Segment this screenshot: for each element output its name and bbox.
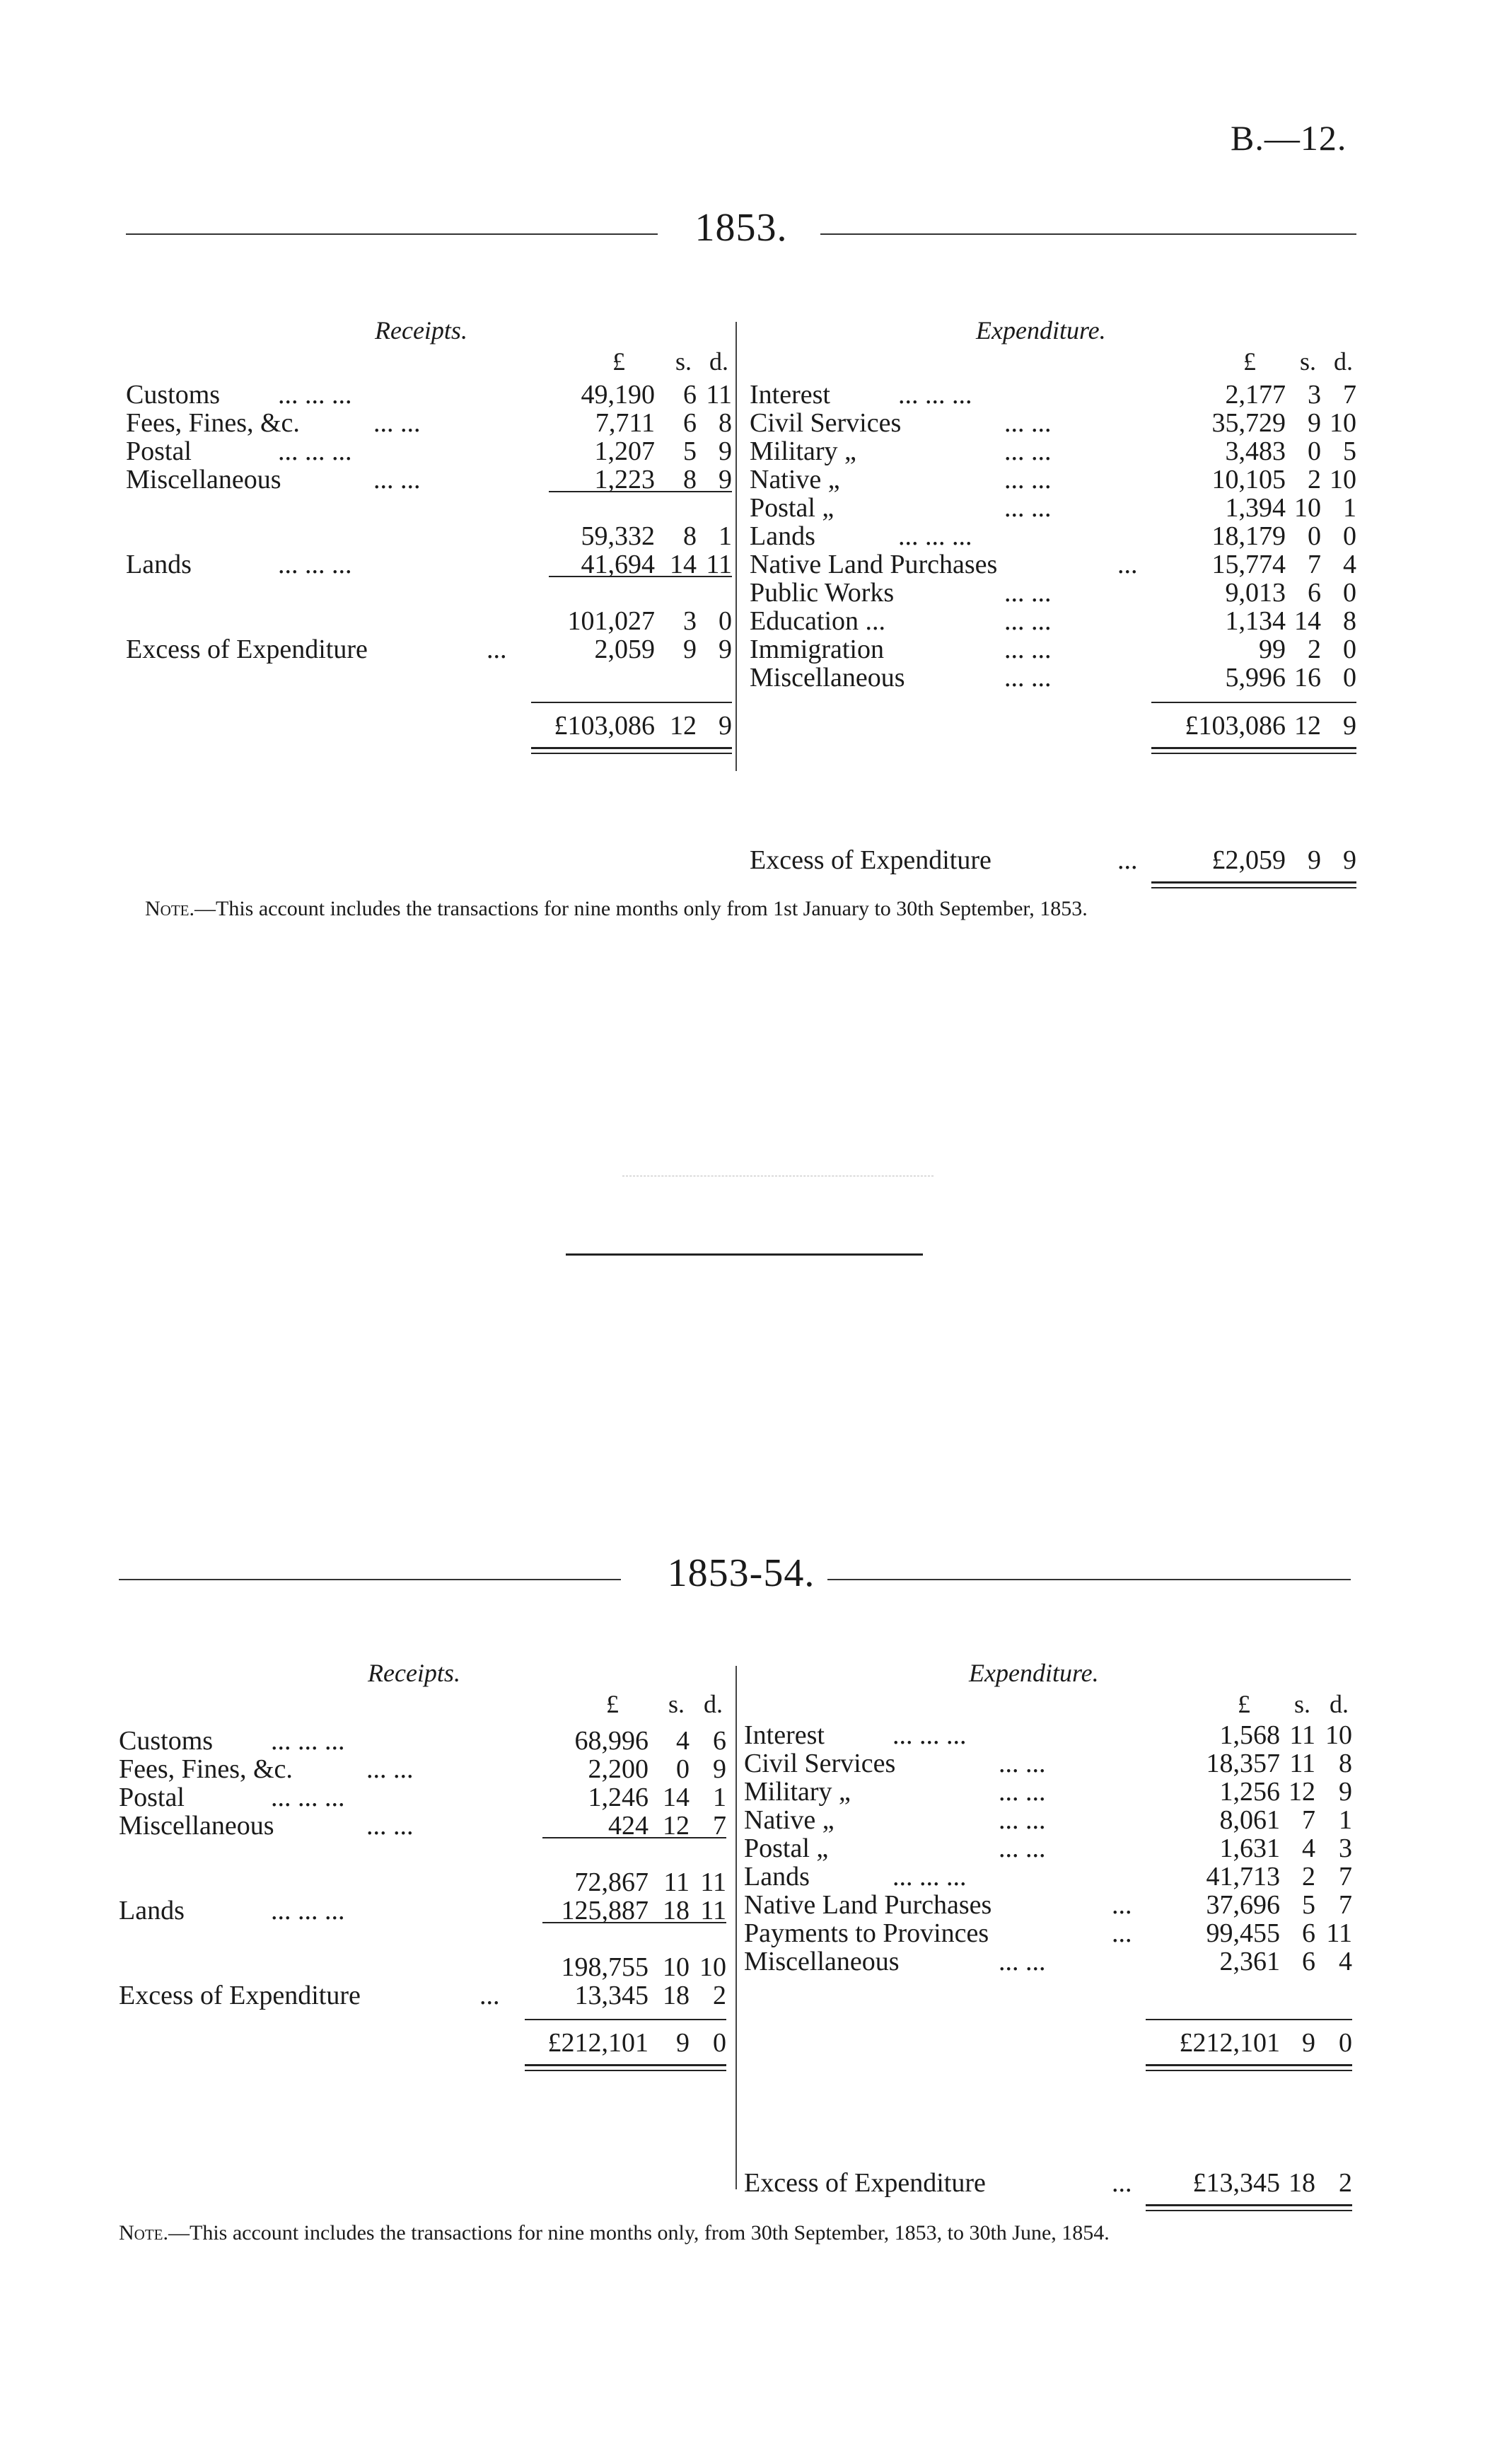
amount-shillings: 18 — [663, 1896, 690, 1925]
receipt-subtotal-row — [126, 522, 732, 550]
expenditure-row — [750, 664, 1356, 692]
amount-shillings: 12 — [663, 1811, 690, 1841]
row-label: Native „ — [750, 465, 840, 494]
row-leader-dots: ... ... — [1004, 408, 1052, 438]
amount-pence: 8 — [1343, 606, 1356, 636]
row-leader-dots: ... ... — [1004, 663, 1052, 693]
footnote — [119, 2221, 1110, 2245]
amount-shillings: 12 — [670, 711, 697, 741]
amount-pounds: 125,887 — [561, 1896, 649, 1925]
row-label: Excess of Expenditure — [750, 845, 991, 875]
row-label: Military „ — [744, 1777, 851, 1807]
amount-pence: 10 — [1325, 1720, 1352, 1750]
amount-shillings: 2 — [1308, 635, 1321, 664]
amount-shillings: 9 — [1308, 408, 1321, 438]
amount-pence: 0 — [713, 2028, 726, 2058]
receipt-subtotal-row — [119, 1868, 726, 1896]
amount-pounds: 49,190 — [581, 380, 655, 410]
expenditure-row — [750, 607, 1356, 635]
row-leader-dots: ... ... — [366, 1754, 414, 1784]
amount-pence: 1 — [1343, 493, 1356, 523]
footnote-lead: Note. — [145, 897, 194, 920]
row-label: Military „ — [750, 436, 856, 466]
row-label: Native Land Purchases — [744, 1890, 992, 1920]
amount-pence: 5 — [1343, 436, 1356, 466]
expenditure-heading: Expenditure. — [976, 316, 1106, 344]
amount-pence: 11 — [706, 550, 732, 579]
amount-pounds: 1,223 — [594, 465, 655, 494]
row-leader-dots: ... ... ... — [892, 1862, 967, 1892]
amount-pounds: £2,059 — [1211, 845, 1286, 875]
row-label: Lands — [119, 1896, 185, 1925]
receipt-row — [119, 1896, 726, 1925]
row-leader-dots: ... ... ... — [278, 550, 352, 579]
amount-pence: 0 — [1343, 663, 1356, 693]
amount-pounds: 1,394 — [1225, 493, 1286, 523]
amount-pounds: 8,061 — [1219, 1805, 1280, 1835]
exp-total-rule — [1146, 2019, 1352, 2020]
amount-pounds: 2,059 — [594, 635, 655, 664]
exp-total-double-rule-2 — [1151, 753, 1356, 754]
expenditure-row — [750, 465, 1356, 494]
amount-pounds: 2,177 — [1225, 380, 1286, 410]
amount-pounds: 35,729 — [1211, 408, 1286, 438]
receipt-subtotal-row — [119, 1953, 726, 1981]
amount-shillings: 14 — [663, 1783, 690, 1812]
excess-double-rule-2 — [1151, 887, 1356, 888]
amount-shillings: 9 — [676, 2028, 690, 2058]
receipts-heading: Receipts. — [368, 1659, 460, 1687]
unit-l-receipts: £ — [612, 347, 625, 376]
amount-pence: 9 — [1343, 711, 1356, 741]
amount-shillings: 6 — [683, 380, 697, 410]
row-label: Miscellaneous — [119, 1811, 274, 1841]
row-label: Postal — [119, 1783, 185, 1812]
amount-pounds: £212,101 — [547, 2028, 649, 2058]
receipt-row — [119, 1783, 726, 1812]
amount-pence: 9 — [1339, 1777, 1352, 1807]
amount-shillings: 0 — [1308, 521, 1321, 551]
expenditure-row — [744, 1947, 1352, 1976]
row-label: Lands — [744, 1862, 810, 1892]
receipt-row — [119, 1755, 726, 1783]
excess-row — [750, 846, 1356, 874]
amount-shillings: 9 — [683, 635, 697, 664]
row-leader-dots: ... — [487, 635, 507, 664]
row-leader-dots: ... ... — [373, 465, 421, 494]
row-leader-dots: ... ... ... — [271, 1783, 345, 1812]
amount-pence: 11 — [700, 1867, 726, 1897]
amount-pence: 0 — [1339, 2028, 1352, 2058]
row-leader-dots: ... ... — [1004, 436, 1052, 466]
row-label: Public Works — [750, 578, 895, 608]
amount-shillings: 7 — [1302, 1805, 1315, 1835]
amount-shillings: 9 — [1302, 2028, 1315, 2058]
row-label: Civil Services — [744, 1749, 896, 1778]
total-double-rule-2 — [525, 2070, 726, 2071]
amount-pence: 0 — [1343, 578, 1356, 608]
row-leader-dots: ... — [1117, 845, 1138, 875]
amount-pounds: 1,256 — [1219, 1777, 1280, 1807]
row-leader-dots: ... ... ... — [271, 1726, 345, 1756]
amount-pence: 9 — [719, 465, 732, 494]
row-label: Customs — [126, 380, 221, 410]
subtotal-rule — [542, 1922, 726, 1923]
amount-pence: 10 — [699, 1952, 726, 1982]
amount-shillings: 2 — [1302, 1862, 1315, 1892]
amount-shillings: 6 — [1302, 1918, 1315, 1948]
row-label: Postal „ — [750, 493, 834, 523]
section-title-row — [126, 205, 1356, 262]
footnote-text: —This account includes the transactions for nine months only, from 30th September, 1853, to 30th June, 1854. — [168, 2221, 1110, 2244]
row-leader-dots: ... ... — [1004, 578, 1052, 608]
amount-shillings: 12 — [1289, 1777, 1315, 1807]
amount-pounds: £103,086 — [554, 711, 655, 741]
unit-d-expenditure: d. — [1334, 347, 1353, 376]
amount-shillings: 14 — [1294, 606, 1321, 636]
expenditure-total-row — [1144, 712, 1356, 740]
amount-shillings: 16 — [1294, 663, 1321, 693]
section-title-row — [126, 1551, 1356, 1607]
amount-pounds: 99,455 — [1206, 1918, 1280, 1948]
row-leader-dots: ... ... ... — [898, 521, 972, 551]
unit-d-expenditure: d. — [1330, 1690, 1349, 1718]
amount-shillings: 3 — [1308, 380, 1321, 410]
amount-pence: 3 — [1339, 1834, 1352, 1863]
row-label: Miscellaneous — [744, 1947, 900, 1976]
total-double-rule — [525, 2064, 726, 2066]
row-leader-dots: ... ... ... — [278, 436, 352, 466]
amount-pence: 8 — [1339, 1749, 1352, 1778]
amount-pence: 7 — [1339, 1890, 1352, 1920]
amount-shillings: 14 — [670, 550, 697, 579]
amount-pounds: 41,694 — [581, 550, 655, 579]
excess-double-rule — [1146, 2204, 1352, 2206]
row-label: Civil Services — [750, 408, 902, 438]
expenditure-total-row — [1139, 2029, 1352, 2057]
receipt-row — [126, 409, 732, 437]
expenditure-heading: Expenditure. — [969, 1659, 1099, 1687]
amount-shillings: 8 — [683, 465, 697, 494]
amount-shillings: 5 — [683, 436, 697, 466]
amount-pounds: £212,101 — [1179, 2028, 1280, 2058]
amount-pence: 8 — [719, 408, 732, 438]
amount-shillings: 6 — [683, 408, 697, 438]
expenditure-row — [750, 522, 1356, 550]
amount-pence: 11 — [1326, 1918, 1352, 1948]
expenditure-row — [750, 635, 1356, 664]
amount-pence: 0 — [1343, 521, 1356, 551]
row-label: Excess of Expenditure — [119, 1981, 361, 2010]
amount-pence: 0 — [1343, 635, 1356, 664]
amount-pence: 7 — [1343, 380, 1356, 410]
row-leader-dots: ... ... — [1004, 493, 1052, 523]
amount-pence: 2 — [1339, 2168, 1352, 2198]
expenditure-row — [750, 579, 1356, 607]
subtotal-rule — [549, 576, 732, 577]
unit-l-receipts: £ — [606, 1690, 619, 1718]
exp-total-rule — [1151, 702, 1356, 703]
amount-shillings: 10 — [1294, 493, 1321, 523]
unit-s-receipts: s. — [668, 1690, 685, 1718]
amount-pence: 9 — [719, 635, 732, 664]
unit-l-expenditure: £ — [1243, 347, 1256, 376]
amount-pence: 1 — [1339, 1805, 1352, 1835]
receipt-row — [126, 465, 732, 494]
amount-pounds: 1,207 — [594, 436, 655, 466]
footnote-lead: Note. — [119, 2221, 168, 2244]
row-leader-dots: ... ... — [999, 1777, 1046, 1807]
amount-pounds: 59,332 — [581, 521, 655, 551]
row-leader-dots: ... ... — [1004, 635, 1052, 664]
amount-shillings: 8 — [683, 521, 697, 551]
expenditure-row — [744, 1749, 1352, 1778]
amount-pounds: 18,357 — [1206, 1749, 1280, 1778]
row-label: Education ... — [750, 606, 886, 636]
row-leader-dots: ... ... — [999, 1947, 1046, 1976]
row-label: Interest — [750, 380, 830, 410]
amount-shillings: 11 — [1289, 1720, 1315, 1750]
excess-row — [744, 2169, 1352, 2197]
amount-pounds: 424 — [608, 1811, 649, 1841]
amount-shillings: 9 — [1308, 845, 1321, 875]
total-rule — [531, 702, 732, 703]
amount-pounds: 72,867 — [574, 1867, 649, 1897]
amount-pounds: £13,345 — [1192, 2168, 1280, 2198]
total-double-rule-2 — [531, 753, 732, 754]
amount-pence: 11 — [706, 380, 732, 410]
receipt-row — [119, 1981, 726, 2010]
amount-shillings: 5 — [1302, 1890, 1315, 1920]
amount-pence: 9 — [719, 436, 732, 466]
row-leader-dots: ... ... — [1004, 606, 1052, 636]
expenditure-row — [750, 437, 1356, 465]
footnote-text: —This account includes the transactions for nine months only from 1st January to 30th September, 1853. — [194, 897, 1088, 920]
amount-shillings: 18 — [663, 1981, 690, 2010]
row-leader-dots: ... ... — [1004, 465, 1052, 494]
row-leader-dots: ... ... ... — [898, 380, 972, 410]
amount-pounds: 9,013 — [1225, 578, 1286, 608]
row-leader-dots: ... — [1117, 550, 1138, 579]
receipts-total-row — [528, 712, 732, 740]
amount-shillings: 2 — [1308, 465, 1321, 494]
excess-double-rule-2 — [1146, 2210, 1352, 2211]
amount-shillings: 11 — [1289, 1749, 1315, 1778]
amount-pence: 1 — [719, 521, 732, 551]
row-label: Immigration — [750, 635, 884, 664]
section-divider — [566, 1253, 923, 1256]
amount-pounds: 198,755 — [561, 1952, 649, 1982]
amount-pounds: 101,027 — [567, 606, 655, 636]
excess-double-rule — [1151, 881, 1356, 884]
amount-pounds: 15,774 — [1211, 550, 1286, 579]
expenditure-row — [750, 381, 1356, 409]
footnote — [145, 897, 1088, 921]
amount-shillings: 6 — [1302, 1947, 1315, 1976]
receipt-row — [119, 1812, 726, 1840]
receipts-total-row — [521, 2029, 726, 2057]
amount-pounds: 1,134 — [1225, 606, 1286, 636]
row-label: Lands — [126, 550, 192, 579]
amount-shillings: 3 — [683, 606, 697, 636]
amount-pounds: 7,711 — [595, 408, 655, 438]
amount-pounds: 41,713 — [1206, 1862, 1280, 1892]
row-label: Native Land Purchases — [750, 550, 998, 579]
amount-pounds: 5,996 — [1225, 663, 1286, 693]
row-label: Lands — [750, 521, 815, 551]
receipt-row — [126, 635, 732, 664]
exp-total-double-rule — [1151, 747, 1356, 749]
amount-pence: 0 — [719, 606, 732, 636]
row-leader-dots: ... — [1112, 2168, 1132, 2198]
total-rule — [525, 2019, 726, 2020]
receipts-heading: Receipts. — [375, 316, 467, 344]
amount-shillings: 12 — [1294, 711, 1321, 741]
receipt-subtotal-row — [126, 607, 732, 635]
row-leader-dots: ... ... ... — [892, 1720, 967, 1750]
expenditure-row — [744, 1721, 1352, 1749]
amount-pence: 10 — [1330, 465, 1356, 494]
row-label: Excess of Expenditure — [744, 2168, 986, 2198]
amount-pounds: 13,345 — [574, 1981, 649, 2010]
expenditure-row — [744, 1834, 1352, 1863]
section-title: 1853. — [694, 206, 788, 250]
amount-pounds: 10,105 — [1211, 465, 1286, 494]
amount-pounds: 99 — [1259, 635, 1286, 664]
amount-pounds: 37,696 — [1206, 1890, 1280, 1920]
row-leader-dots: ... ... — [366, 1811, 414, 1841]
amount-pounds: 2,200 — [588, 1754, 649, 1784]
amount-shillings: 10 — [663, 1952, 690, 1982]
unit-l-expenditure: £ — [1238, 1690, 1250, 1718]
row-leader-dots: ... ... — [999, 1805, 1046, 1835]
row-leader-dots: ... ... ... — [271, 1896, 345, 1925]
row-leader-dots: ... — [479, 1981, 500, 2010]
expenditure-row — [750, 494, 1356, 522]
expenditure-row — [744, 1891, 1352, 1919]
receipt-row — [119, 1727, 726, 1755]
column-separator — [735, 322, 737, 771]
amount-pounds: 3,483 — [1225, 436, 1286, 466]
expenditure-row — [744, 1806, 1352, 1834]
row-label: Miscellaneous — [750, 663, 905, 693]
amount-pounds: £103,086 — [1185, 711, 1286, 741]
expenditure-row — [744, 1778, 1352, 1806]
amount-pence: 4 — [1343, 550, 1356, 579]
exp-total-double-rule — [1146, 2064, 1352, 2066]
subtotal-rule — [549, 491, 732, 492]
amount-pounds: 68,996 — [574, 1726, 649, 1756]
receipt-row — [126, 550, 732, 579]
amount-shillings: 4 — [676, 1726, 690, 1756]
row-label: Interest — [744, 1720, 825, 1750]
amount-shillings: 0 — [1308, 436, 1321, 466]
amount-pence: 7 — [1339, 1862, 1352, 1892]
receipt-row — [126, 381, 732, 409]
unit-s-expenditure: s. — [1294, 1690, 1311, 1718]
amount-pence: 7 — [713, 1811, 726, 1841]
expenditure-row — [750, 550, 1356, 579]
page-number: B.—12. — [1231, 118, 1347, 158]
amount-shillings: 0 — [676, 1754, 690, 1784]
unit-s-receipts: s. — [675, 347, 692, 376]
amount-shillings: 6 — [1308, 578, 1321, 608]
amount-pounds: 18,179 — [1211, 521, 1286, 551]
expenditure-row — [744, 1919, 1352, 1947]
row-leader-dots: ... ... — [999, 1749, 1046, 1778]
amount-shillings: 11 — [663, 1867, 690, 1897]
row-leader-dots: ... ... — [373, 408, 421, 438]
amount-pence: 4 — [1339, 1947, 1352, 1976]
row-leader-dots: ... — [1112, 1918, 1132, 1948]
amount-pence: 2 — [713, 1981, 726, 2010]
row-label: Postal „ — [744, 1834, 829, 1863]
row-label: Fees, Fines, &c. — [126, 408, 300, 438]
row-label: Miscellaneous — [126, 465, 281, 494]
amount-shillings: 7 — [1308, 550, 1321, 579]
row-label: Payments to Provinces — [744, 1918, 989, 1948]
amount-shillings: 4 — [1302, 1834, 1315, 1863]
section-title: 1853-54. — [667, 1551, 815, 1595]
amount-pence: 9 — [713, 1754, 726, 1784]
unit-d-receipts: d. — [704, 1690, 723, 1718]
expenditure-row — [750, 409, 1356, 437]
amount-pounds: 1,246 — [588, 1783, 649, 1812]
amount-pence: 9 — [719, 711, 732, 741]
amount-pence: 1 — [713, 1783, 726, 1812]
amount-pounds: 1,568 — [1219, 1720, 1280, 1750]
row-label: Fees, Fines, &c. — [119, 1754, 293, 1784]
exp-total-double-rule-2 — [1146, 2070, 1352, 2071]
row-label: Postal — [126, 436, 192, 466]
amount-pence: 9 — [1343, 845, 1356, 875]
unit-d-receipts: d. — [709, 347, 728, 376]
receipt-row — [126, 437, 732, 465]
row-label: Customs — [119, 1726, 214, 1756]
unit-s-expenditure: s. — [1300, 347, 1317, 376]
expenditure-row — [744, 1863, 1352, 1891]
amount-pounds: 2,361 — [1219, 1947, 1280, 1976]
row-leader-dots: ... ... — [999, 1834, 1046, 1863]
amount-pence: 6 — [713, 1726, 726, 1756]
row-label: Native „ — [744, 1805, 834, 1835]
amount-pence: 11 — [700, 1896, 726, 1925]
row-leader-dots: ... ... ... — [278, 380, 352, 410]
row-label: Excess of Expenditure — [126, 635, 368, 664]
amount-pence: 10 — [1330, 408, 1356, 438]
amount-pounds: 1,631 — [1219, 1834, 1280, 1863]
column-separator — [735, 1666, 737, 2189]
row-leader-dots: ... — [1112, 1890, 1132, 1920]
subtotal-rule — [542, 1837, 726, 1838]
total-double-rule — [531, 747, 732, 749]
amount-shillings: 18 — [1289, 2168, 1315, 2198]
